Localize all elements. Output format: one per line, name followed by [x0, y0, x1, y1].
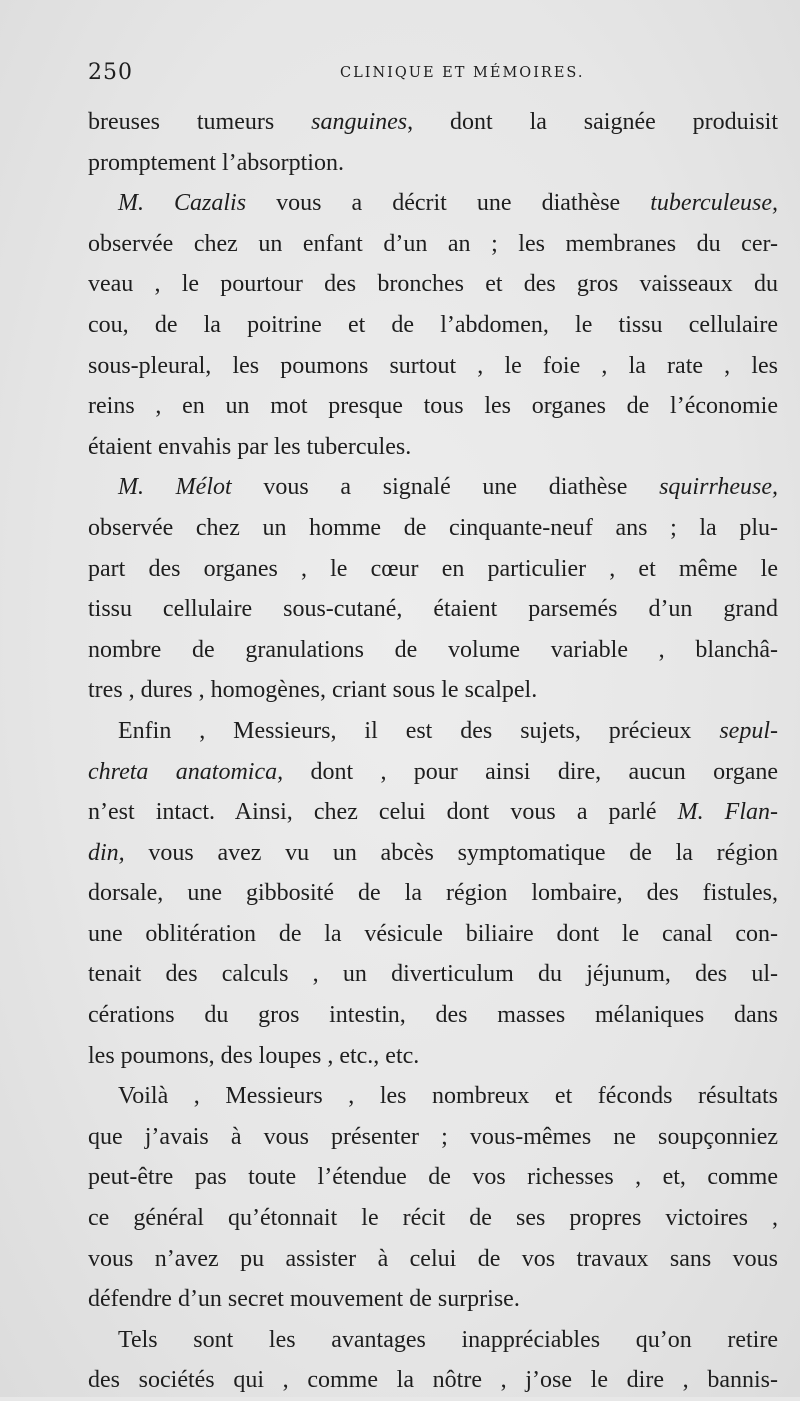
text-line: Enfin , Messieurs, il est des sujets, précieux sepul- — [118, 717, 778, 744]
page-header — [88, 60, 778, 90]
text-line: veau , le pourtour des bronches et des gros vaisseaux du — [88, 271, 778, 298]
text-line: dorsale, une gibbosité de la région lombaire, des fistules, — [88, 880, 778, 907]
text-line: Voilà , Messieurs , les nombreux et féconds résultats — [118, 1083, 778, 1110]
text-line: cérations du gros intestin, des masses mélaniques dans — [88, 1002, 778, 1029]
text-line: tissu cellulaire sous-cutané, étaient parsemés d’un grand — [88, 596, 778, 623]
text-line: sous-pleural, les poumons surtout , le foie , la rate , les — [88, 352, 778, 379]
running-title: CLINIQUE ET MÉMOIRES. — [340, 65, 585, 81]
text-line: din, vous avez vu un abcès symptomatique de la région — [88, 839, 778, 866]
text-line: Tels sont les avantages inappréciables qu’on retire — [118, 1326, 778, 1353]
text-line: étaient envahis par les tubercules. — [88, 433, 412, 460]
text-line: cou, de la poitrine et de l’abdomen, le tissu cellulaire — [88, 311, 778, 338]
text-line: une oblitération de la vésicule biliaire dont le canal con- — [88, 920, 778, 947]
text-line: tenait des calculs , un diverticulum du jéjunum, des ul- — [88, 961, 778, 988]
text-line: promptement l’absorption. — [88, 149, 344, 176]
text-line: breuses tumeurs sanguines, dont la saignée produisit — [88, 109, 779, 135]
text-line: chreta anatomica, dont , pour ainsi dire, aucun organe — [88, 758, 778, 785]
text-line: observée chez un homme de cinquante-neuf ans ; la plu- — [88, 514, 778, 541]
text-line: que j’avais à vous présenter ; vous-mêmes ne soupçonniez — [88, 1123, 778, 1150]
text-line: reins , en un mot presque tous les organes de l’économie — [88, 393, 778, 420]
text-line: nombre de granulations de volume variable , blanchâ- — [88, 636, 778, 663]
page-number: 250 — [88, 60, 133, 85]
text-line: les poumons, des loupes , etc., etc. — [88, 1042, 420, 1069]
text-line: M. Cazalis vous a décrit une diathèse tuberculeuse, — [118, 190, 778, 217]
text-line: observée chez un enfant d’un an ; les membranes du cer- — [88, 230, 778, 257]
text-line: défendre d’un secret mouvement de surprise. — [88, 1286, 520, 1313]
text-line: ce général qu’étonnait le récit de ses propres victoires , — [88, 1205, 778, 1232]
text-line: des sociétés qui , comme la nôtre , j’ose le dire , bannis- — [88, 1367, 778, 1394]
body-text — [88, 102, 778, 1401]
text-line: part des organes , le cœur en particulier , et même le — [88, 555, 778, 582]
text-line: vous n’avez pu assister à celui de vos travaux sans vous — [88, 1245, 778, 1272]
text-line: n’est intact. Ainsi, chez celui dont vous a parlé M. Flan- — [88, 799, 779, 826]
text-line: peut-être pas toute l’étendue de vos richesses , et, comme — [88, 1164, 778, 1191]
text-line: M. Mélot vous a signalé une diathèse squirrheuse, — [118, 474, 778, 501]
text-line: tres , dures , homogènes, criant sous le scalpel. — [88, 677, 538, 704]
